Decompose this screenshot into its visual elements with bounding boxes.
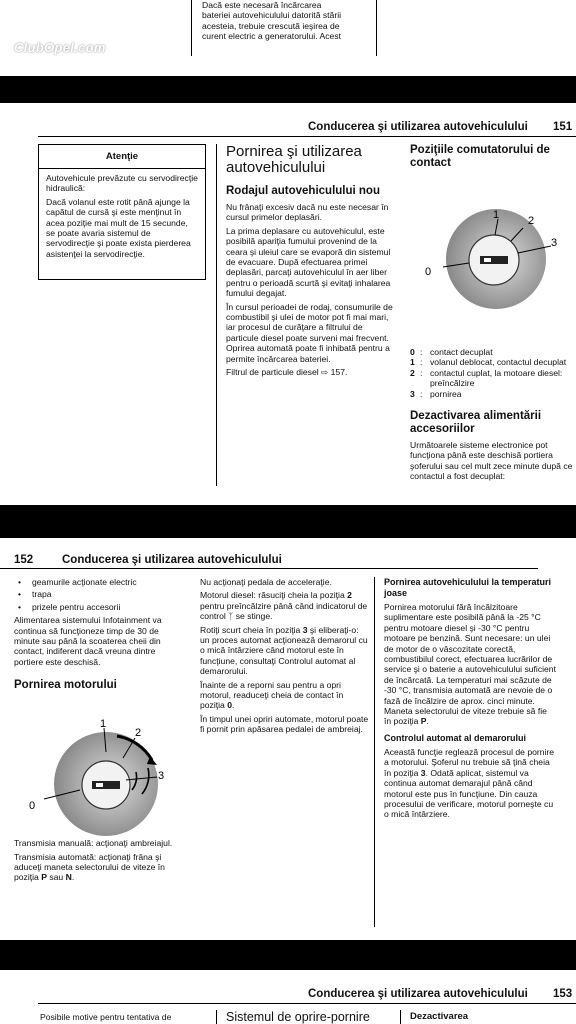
ignition-switch-diagram	[410, 174, 576, 314]
list-item: • prizele pentru accesorii	[14, 602, 186, 612]
attention-text: Dacă volanul este rotit până ajunge la capătul de cursă şi este menţinut în acea poziţie mai mult de 15 secunde, se poate avaria sistemul de servodirecţie şi poate exista pierderea asistenţei la servodirecţie.	[46, 196, 191, 259]
page-header-title: Conducerea şi utilizarea autovehiculului	[308, 121, 528, 133]
paragraph: În cursul perioadei de rodaj, consumurile de combustibil şi ulei de motor pot fi mai mari, iar procesul de curăţare a filtrului de particule diesel poate surveni mai frecvent. Oprirea automată poate fi inhibată pentru a permite încărcarea bateriei.	[226, 301, 393, 364]
column-divider	[216, 1010, 217, 1024]
switch-label-1: 1	[493, 209, 500, 221]
paragraph: Transmisia manuală: acţionaţi ambreiajul.	[14, 838, 173, 849]
column-2	[200, 577, 370, 738]
switch-label-0: 0	[425, 266, 432, 278]
column-2	[226, 144, 396, 381]
page-header-title: Conducerea şi utilizarea autovehiculului	[62, 554, 282, 566]
subsection-heading: Dezactivarea	[410, 1011, 469, 1022]
page-header-title: Conducerea şi utilizarea autovehiculului	[308, 988, 528, 1000]
column-1	[14, 577, 186, 886]
paragraph: În timpul unei opriri automate, motorul poate fi pornit prin apăsarea pedalei de ambreiaj.	[200, 713, 369, 735]
paragraph: Posibile motive pentru tentativa de	[40, 1012, 172, 1022]
attention-text: Autovehicule prevăzute cu servodirecţie hidraulică:	[46, 173, 198, 194]
column-3	[384, 577, 556, 823]
paragraph: Transmisia automată: acţionaţi frâna şi aduceţi maneta selectorului de viteze în poziţia P sau N.	[14, 851, 165, 883]
switch-label-1: 1	[100, 718, 107, 731]
cross-reference-link[interactable]: Filtrul de particule diesel ⇨ 157.	[226, 367, 348, 378]
column-divider	[374, 577, 375, 927]
list-item: • trapa	[14, 589, 186, 599]
paragraph: Nu acţionaţi pedala de acceleraţie.	[200, 577, 332, 587]
header-rule	[38, 136, 576, 137]
paragraph: Motorul diesel: răsuciţi cheia la poziţia 2 pentru preîncălzire până când indicatorul de control ᛉ se stinge.	[200, 590, 368, 622]
page-separator	[0, 76, 576, 103]
page-number: 153	[553, 988, 573, 1000]
watermark: ClubOpel.com	[14, 40, 106, 55]
subsection-heading: Rodajul autovehiculului nou	[226, 185, 380, 197]
switch-label-3: 3	[158, 770, 165, 783]
column-divider	[191, 0, 192, 56]
switch-label-3: 3	[551, 237, 558, 249]
paragraph: Alimentarea sistemului Infotainment va continua să funcţioneze timp de 30 de minute sau până la scoaterea cheii din contact, indiferent dacă vreuna dintre portiere este deschisă.	[14, 615, 162, 667]
subsection-heading: Pornirea autovehiculului la temperaturi joase	[384, 577, 552, 598]
paragraph: Pornirea motorului fără încălzitoare suplimentare este posibilă până la -25 °C pentru motoare diesel şi -30 °C pentru motoare pe benzină. Sunt necesare: un ulei de motor de o vâscozitate corectă, combustibilul corect, efectuarea lucrărilor de service şi o baterie a autovehiculului suficient de încărcată. La temperaturi mai scăzute de -30 °C, transmisia automată are nevoie de o fază de încălzire de aprox. cinci minute. Maneta selectorului de viteze trebuie să fie în poziţia P.	[384, 602, 556, 727]
column-divider	[376, 0, 377, 56]
section-heading: Sistemul de oprire-pornire	[226, 1010, 370, 1024]
column-3	[410, 144, 576, 485]
page-separator	[0, 505, 576, 538]
subsection-heading: Poziţiile comutatorului de contact	[410, 144, 550, 169]
position-list: 0 : contact decuplat 1 : volanul deblocat, contactul decuplat 2 : contactul cuplat, la motoare diesel: preîncălzire 3 : pornirea	[410, 347, 567, 399]
subsection-heading: Controlul automat al demarorului	[384, 732, 527, 743]
list-item: • geamurile acţionate electric	[14, 577, 186, 587]
subsection-heading: Pornirea motorului	[14, 679, 117, 692]
header-rule	[38, 1003, 576, 1004]
page-separator	[0, 940, 576, 970]
ignition-switch-diagram	[14, 694, 186, 836]
paragraph: Această funcţie reglează procesul de pornire a motorului. Şoferul nu trebuie să ţină cheia în poziţia 3. Odată aplicat, sistemul va continua automat demarajul până când motorul este pus în funcţiune. Din cauza procesului de verificare, motorul porneşte cu o mică întârziere.	[384, 746, 555, 820]
subsection-heading: Dezactivarea alimentării accesoriilor	[410, 410, 542, 436]
page-number: 151	[553, 121, 573, 133]
paragraph: Rotiţi scurt cheia în poziţia 3 şi eliberaţi-o: un proces automat acţionează demarorul cu o mică întârziere când motorul este în funcţiune, consultaţi Controlul automat al demarorului.	[200, 624, 368, 677]
top-fragment-text: Dacă este necesară încărcarea bateriei autovehiculului datorită stării acesteia, trebuie crescută ieşirea de curent electric a generatorului. Acest	[202, 0, 342, 42]
paragraph: La prima deplasare cu autovehiculul, este posibilă apariţia fumului provenind de la ceara şi uleiul care se evaporă din sistemul de evacuare. După efectuarea primei deplasări, parcaţi autovehiculul în aer liber pentru o perioadă scurtă şi evitaţi inhalarea fumului degajat.	[226, 225, 391, 299]
column-divider	[400, 1010, 401, 1024]
switch-label-0: 0	[29, 800, 36, 813]
header-rule	[0, 568, 538, 569]
page-number: 152	[14, 554, 34, 566]
paragraph: Nu frânaţi excesiv dacă nu este necesar în cursul primelor deplasări.	[226, 202, 389, 223]
paragraph: Următoarele sisteme electronice pot funcţiona până este deschisă portiera şoferului sau cel mult zece minute după ce contactul a fost decuplat:	[410, 440, 573, 482]
attention-box	[38, 144, 206, 280]
column-divider	[216, 144, 217, 486]
section-heading: Pornirea şi utilizarea autovehiculului	[226, 143, 362, 176]
switch-label-2: 2	[528, 215, 535, 227]
paragraph: Înainte de a reporni sau pentru a opri motorul, readuceţi cheia de contact în poziţia 0.	[200, 679, 344, 711]
switch-label-2: 2	[135, 727, 142, 740]
attention-title: Atenţie	[39, 145, 205, 169]
